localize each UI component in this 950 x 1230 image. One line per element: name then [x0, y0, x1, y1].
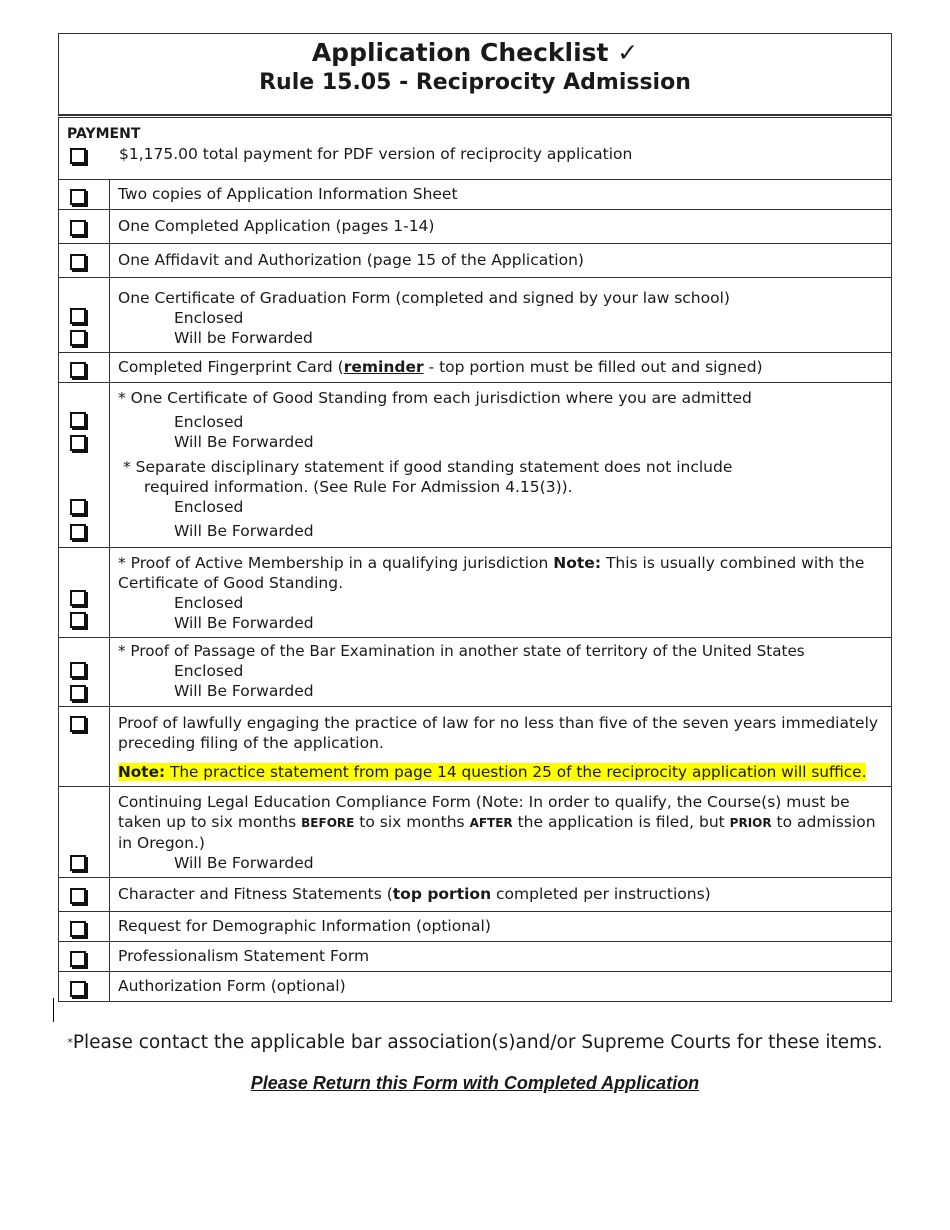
checkbox[interactable] — [70, 499, 86, 515]
checkbox[interactable] — [70, 921, 86, 937]
table-row — [59, 787, 892, 878]
table-row — [59, 353, 892, 383]
table-row — [59, 383, 892, 548]
option-enclosed: Enclosed — [174, 309, 244, 327]
checkbox[interactable] — [70, 590, 86, 606]
checkbox[interactable] — [70, 685, 86, 701]
payment-row — [59, 117, 892, 180]
checkbox-forwarded[interactable] — [70, 330, 86, 346]
option-forwarded: Will Be Forwarded — [174, 522, 314, 540]
option-enclosed: Enclosed — [174, 413, 244, 431]
item-professionalism: Professionalism Statement Form — [110, 942, 892, 972]
checkbox[interactable] — [70, 435, 86, 451]
table-row — [59, 707, 892, 787]
item-info-sheet: Two copies of Application Information Sheet — [110, 180, 892, 210]
item-demographic: Request for Demographic Information (optional) — [110, 912, 892, 942]
option-forwarded: Will Be Forwarded — [174, 433, 314, 451]
table-row — [59, 244, 892, 278]
checkbox[interactable] — [70, 662, 86, 678]
checklist-table — [58, 115, 892, 1002]
item-membership: * Proof of Active Membership in a qualifying jurisdiction Note: This is usually combined with the Certificate of Good Standing. — [118, 554, 865, 592]
item-character: Character and Fitness Statements (top portion completed per instructions) — [110, 878, 892, 912]
option-forwarded: Will Be Forwarded — [174, 682, 314, 700]
table-row — [59, 638, 892, 707]
checklist-document — [58, 33, 892, 1002]
footnote: *Please contact the applicable bar association(s)and/or Supreme Courts for these items. — [67, 1032, 883, 1053]
table-row — [59, 878, 892, 912]
table-row — [59, 180, 892, 210]
item-affidavit: One Affidavit and Authorization (page 15 of the Application) — [110, 244, 892, 278]
item-good-standing: * One Certificate of Good Standing from each jurisdiction where you are admitted — [118, 389, 752, 407]
table-row — [59, 278, 892, 353]
item-disciplinary-cont: required information. (See Rule For Admission 4.15(3)). — [144, 478, 573, 496]
item-cle: Continuing Legal Education Compliance Form (Note: In order to qualify, the Course(s) must be taken up to six months BEFORE to six months AFTER the application is filed, but PRIOR to admission in Oregon.) — [118, 793, 876, 852]
title-box — [58, 33, 892, 115]
option-enclosed: Enclosed — [174, 498, 244, 516]
checkbox[interactable] — [70, 855, 86, 871]
item-graduation: One Certificate of Graduation Form (completed and signed by your law school) — [118, 289, 730, 307]
payment-checkbox[interactable] — [70, 148, 86, 164]
checkbox[interactable] — [70, 716, 86, 732]
page-title: Application Checklist ✓ — [311, 38, 639, 67]
table-row — [59, 972, 892, 1002]
option-forwarded: Will Be Forwarded — [174, 614, 314, 632]
checkbox[interactable] — [70, 951, 86, 967]
item-authorization: Authorization Form (optional) — [110, 972, 892, 1002]
item-practice: Proof of lawfully engaging the practice of law for no less than five of the seven years immediately preceding filing of the application. — [118, 714, 879, 752]
checkbox[interactable] — [70, 220, 86, 236]
page-subtitle: Rule 15.05 - Reciprocity Admission — [259, 70, 691, 95]
text-cursor — [53, 998, 54, 1022]
checkbox[interactable] — [70, 612, 86, 628]
checkbox[interactable] — [70, 981, 86, 997]
table-row — [59, 210, 892, 244]
table-row — [59, 548, 892, 638]
checkbox[interactable] — [70, 412, 86, 428]
checkbox[interactable] — [70, 362, 86, 378]
payment-text: $1,175.00 total payment for PDF version of reciprocity application — [119, 145, 633, 163]
item-disciplinary: * Separate disciplinary statement if good standing statement does not include — [123, 458, 733, 476]
checkbox[interactable] — [70, 524, 86, 540]
item-fingerprint: Completed Fingerprint Card (reminder - top portion must be filled out and signed) — [110, 353, 892, 383]
checkbox[interactable] — [70, 888, 86, 904]
checkbox[interactable] — [70, 189, 86, 205]
checkbox[interactable] — [70, 254, 86, 270]
option-enclosed: Enclosed — [174, 662, 244, 680]
practice-note: Note: The practice statement from page 14 question 25 of the reciprocity application will suffice. — [118, 763, 867, 781]
payment-label: PAYMENT — [67, 126, 141, 142]
option-enclosed: Enclosed — [174, 594, 244, 612]
item-bar-exam: * Proof of Passage of the Bar Examination in another state of territory of the United States — [118, 642, 805, 660]
option-forwarded: Will Be Forwarded — [174, 854, 314, 872]
option-forwarded: Will be Forwarded — [174, 329, 313, 347]
item-completed-application: One Completed Application (pages 1-14) — [110, 210, 892, 244]
table-row — [59, 912, 892, 942]
return-instruction: Please Return this Form with Completed Application — [250, 1073, 700, 1093]
checkbox-enclosed[interactable] — [70, 308, 86, 324]
table-row — [59, 942, 892, 972]
